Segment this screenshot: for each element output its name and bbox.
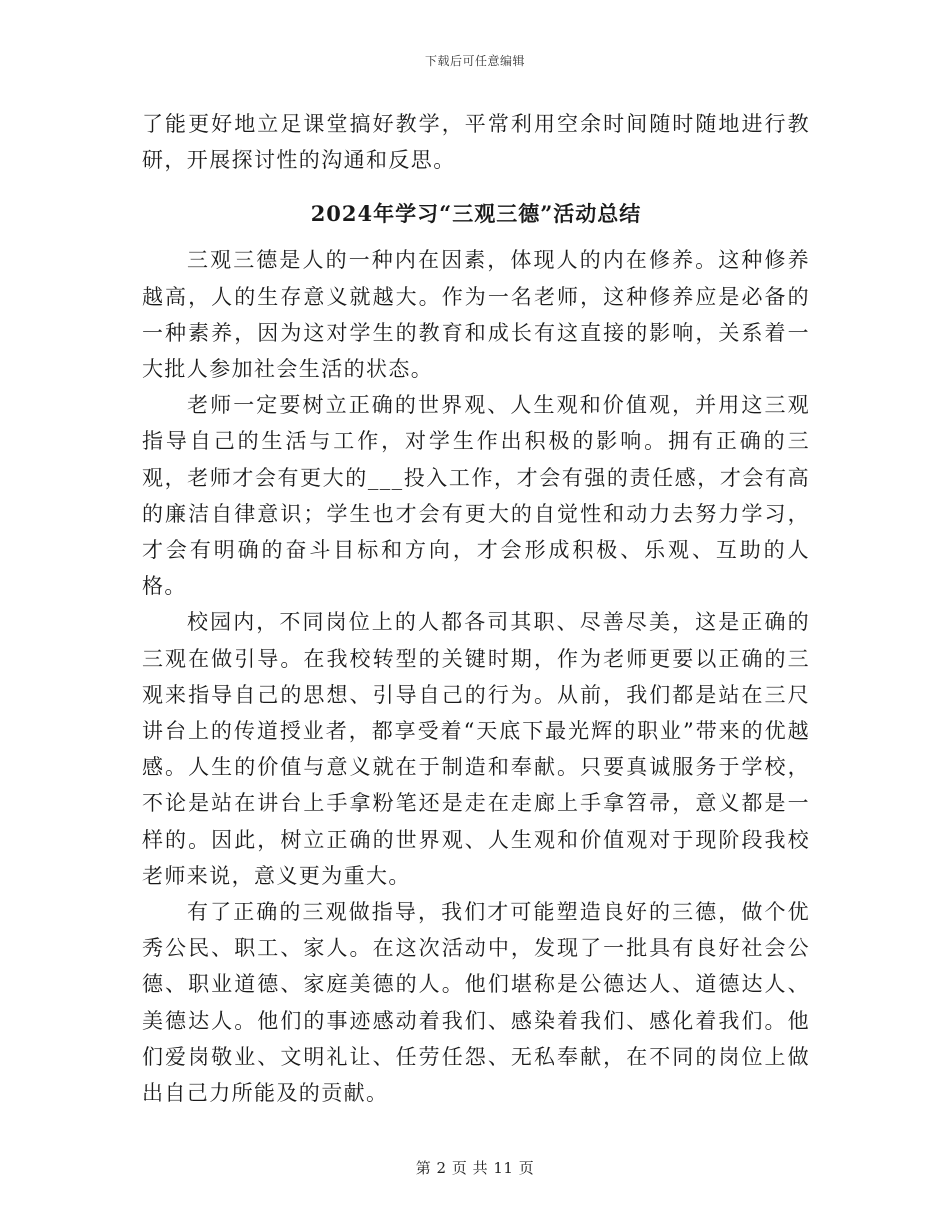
body-paragraph-3: 校园内，不同岗位上的人都各司其职、尽善尽美，这是正确的三观在做引导。在我校转型的关键时期，作为老师更要以正确的三观来指导自己的思想、引导自己的行为。从前，我们都是站在三尺讲台上的传道授业者，都享受着“天底下最光辉的职业”带来的优越感。人生的价值与意义就在于制造和奉献。只要真诚服务于学校，不论是站在讲台上手拿粉笔还是走在走廊上手拿笤帚，意义都是一样的。因此，树立正确的世界观、人生观和价值观对于现阶段我校老师来说，意义更为重大。 [142, 610, 810, 888]
continuation-paragraph: 了能更好地立足课堂搞好教学，平常利用空余时间随时随地进行教研，开展探讨性的沟通和反思。 [142, 112, 810, 173]
body-paragraph-1: 三观三德是人的一种内在因素，体现人的内在修养。这种修养越高，人的生存意义就越大。作为一名老师，这种修养应是必备的一种素养，因为这对学生的教育和成长有这直接的影响，关系着一大批人参加社会生活的状态。 [142, 248, 810, 382]
body-paragraph-2: 老师一定要树立正确的世界观、人生观和价值观，并用这三观指导自己的生活与工作，对学生作出积极的影响。拥有正确的三观，老师才会有更大的___投入工作，才会有强的责任感，才会有高的廉洁自律意识；学生也才会有更大的自觉性和动力去努力学习，才会有明确的奋斗目标和方向，才会形成积极、乐观、互助的人格。 [142, 393, 810, 599]
body-paragraph-4: 有了正确的三观做指导，我们才可能塑造良好的三德，做个优秀公民、职工、家人。在这次活动中，发现了一批具有良好社会公德、职业道德、家庭美德的人。他们堪称是公德达人、道德达人、美德达人。他们的事迹感动着我们、感染着我们、感化着我们。他们爱岗敬业、文明礼让、任劳任怨、无私奉献，在不同的岗位上做出自己力所能及的贡献。 [142, 900, 810, 1106]
page-number-footer: 第 2 页 共 11 页 [415, 1159, 535, 1177]
document-body [142, 106, 810, 1111]
page-header-note: 下载后可任意编辑 [424, 54, 525, 68]
document-title: 2024年学习“三观三德”活动总结 [310, 201, 642, 227]
